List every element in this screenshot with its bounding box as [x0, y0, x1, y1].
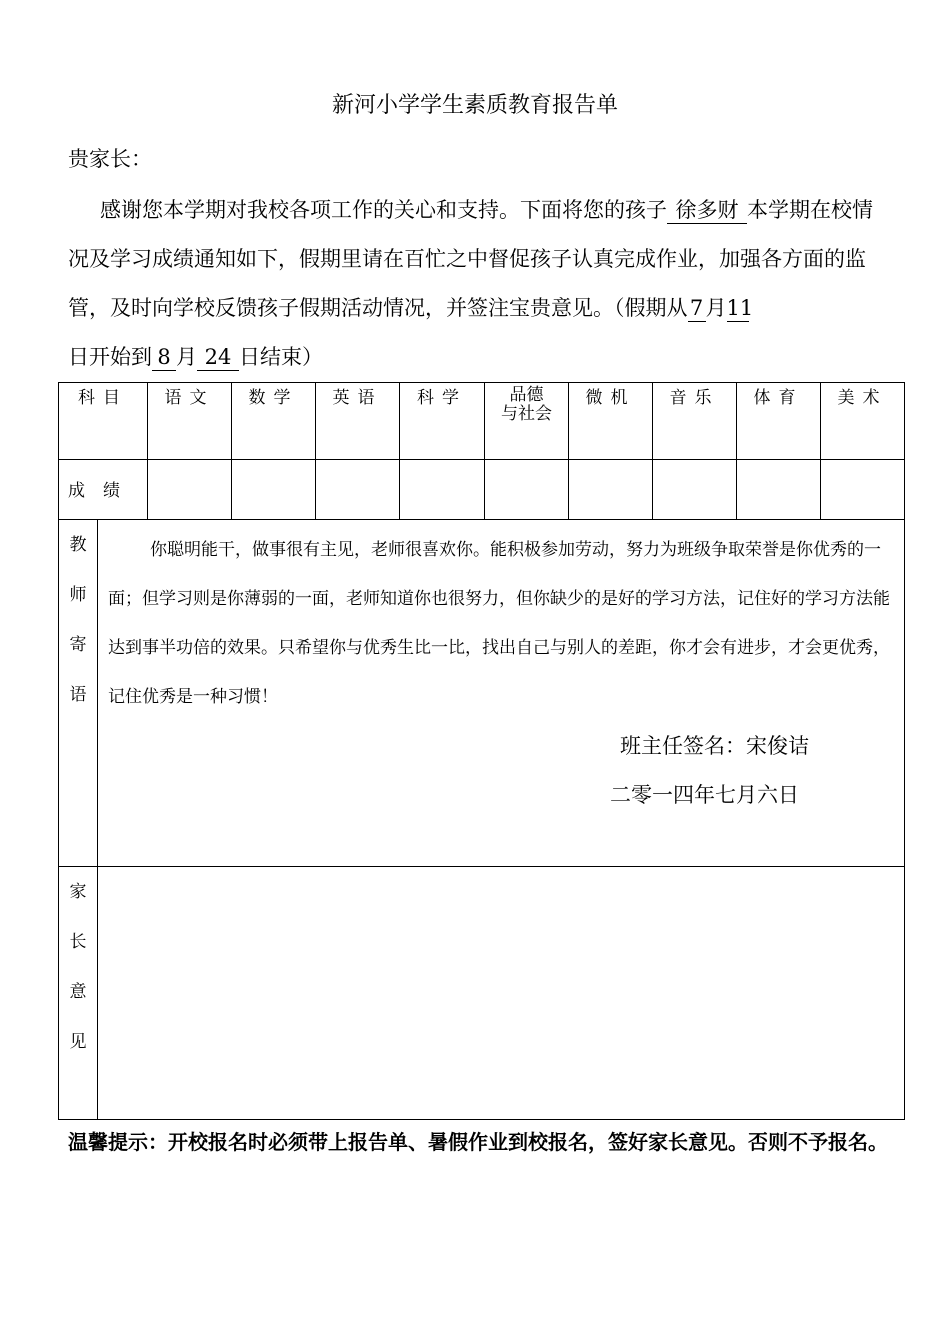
- subject-art: 美术: [821, 383, 905, 460]
- score-cell[interactable]: [821, 460, 905, 520]
- teacher-comment: 你聪明能干，做事很有主见，老师很喜欢你。能积极参加劳动，努力为班级争取荣誉是你优秀的一面；但学习则是你薄弱的一面，老师知道你也很努力，但你缺少的是好的学习方法，记住好的学习方法能达到事半功倍的效果。只希望你与优秀生比一比，找出自己与别人的差距，你才会有进步，才会更优秀，记住优秀是一种习惯！: [108, 540, 890, 707]
- subject-morality-line2: 与社会: [501, 404, 552, 424]
- subject-pe: 体育: [737, 383, 821, 460]
- subject-computer: 微机: [569, 383, 653, 460]
- page-title: 新河小学学生素质教育报告单: [331, 93, 618, 118]
- subject-science: 科学: [400, 383, 485, 460]
- parent-row: [59, 867, 905, 1120]
- student-name: 徐多财: [667, 197, 747, 224]
- teacher-row: [59, 520, 905, 867]
- intro-paragraph: [68, 186, 888, 382]
- intro-text-1: 感谢您本学期对我校各项工作的关心和支持。下面将您的孩子: [100, 198, 667, 222]
- intro-text-2: 本学期在校情况及学习成绩通知如下，假期里请在百忙之中督促孩子认真完成作业，加强各方面的监管，及时向学校反馈孩子假期活动情况，并签注宝贵意见。（假期从: [68, 198, 873, 320]
- intro-text-3: 日开始到: [68, 345, 152, 369]
- end-day: 24: [197, 344, 239, 371]
- month-char-2: 月: [176, 345, 197, 369]
- subject-row: [59, 383, 905, 460]
- teacher-comment-cell: [98, 520, 905, 867]
- score-cell[interactable]: [485, 460, 569, 520]
- start-month: 7: [688, 295, 706, 322]
- score-cell[interactable]: [653, 460, 737, 520]
- start-day: 11: [726, 296, 754, 320]
- subject-morality-line1: 品德: [509, 385, 544, 405]
- subject-math: 数学: [232, 383, 316, 460]
- score-cell[interactable]: [232, 460, 316, 520]
- score-label: 成绩: [59, 460, 148, 520]
- subject-morality: [485, 383, 569, 460]
- parent-opinion-cell[interactable]: [98, 867, 905, 1120]
- subject-label: 科目: [59, 383, 148, 460]
- subject-music: 音乐: [653, 383, 737, 460]
- score-row: [59, 460, 905, 520]
- report-table: [58, 382, 905, 1120]
- score-cell[interactable]: [737, 460, 821, 520]
- score-cell[interactable]: [148, 460, 232, 520]
- intro-text-4: 日结束）: [239, 345, 323, 369]
- score-cell[interactable]: [569, 460, 653, 520]
- reminder-tip: 温馨提示：开校报名时必须带上报告单、暑假作业到校报名，签好家长意见。否则不予报名。: [68, 1130, 888, 1154]
- score-cell[interactable]: [400, 460, 485, 520]
- end-month: 8: [152, 344, 176, 371]
- score-cell[interactable]: [316, 460, 400, 520]
- parent-opinion-label: 家 长 意 见: [59, 867, 98, 1120]
- subject-english: 英语: [316, 383, 400, 460]
- teacher-signature: 班主任签名：宋俊诘: [620, 734, 809, 758]
- greeting: 贵家长：: [68, 147, 152, 171]
- teacher-comment-label: 教 师 寄 语: [59, 520, 98, 867]
- subject-chinese: 语文: [148, 383, 232, 460]
- comment-date: 二零一四年七月六日: [610, 783, 799, 807]
- month-char-1: 月: [705, 296, 727, 320]
